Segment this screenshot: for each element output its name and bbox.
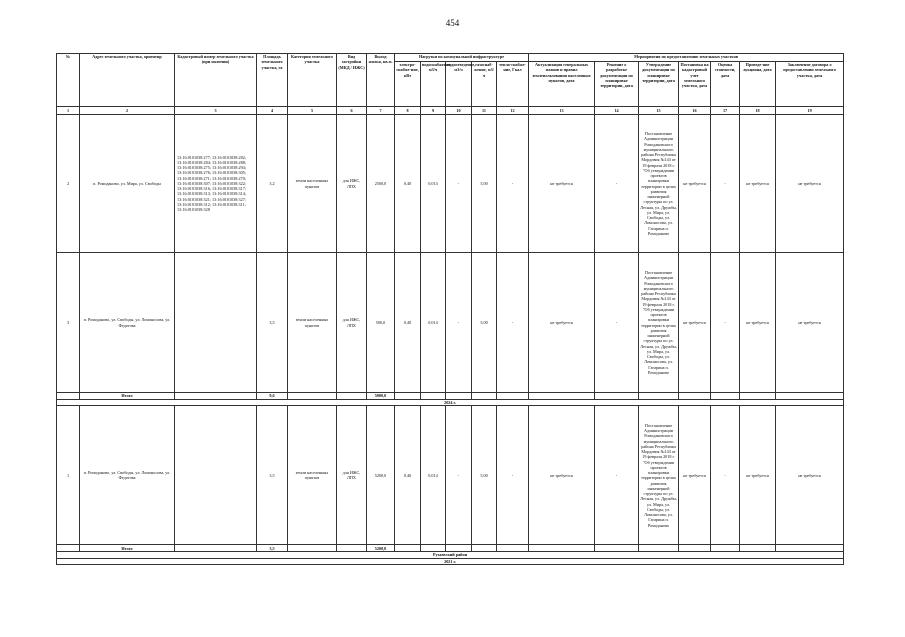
housing-cell: 2500,0: [367, 115, 395, 253]
decision-cell: -: [595, 253, 639, 393]
valuation-cell: -: [711, 115, 740, 253]
water-cell: 0,014: [421, 115, 446, 253]
col-header-15: Утверждение документации по планировке территории, дата: [639, 62, 679, 107]
total-housing: 5000,0: [367, 393, 395, 400]
col-header-19: Заключение договора о предоставлении земельного участка, дата: [776, 62, 844, 107]
auction-cell: не требуется: [740, 115, 776, 253]
col-number: 2: [80, 107, 175, 115]
area-cell: 3,5: [257, 406, 288, 545]
col-number: 17: [711, 107, 740, 115]
page-number: 454: [445, 18, 460, 28]
contract-cell: не требуется: [776, 253, 844, 393]
cadastral-cell: 13:16:0101038:277; 13:16:0101038:282; 13:16:0101038:284; 13:16:0101038:288; 13:16:0101038:275; 13:16:0101038:294; 13:16:0101038:276; 13:16:0101038:305; 13:16:0101038:271; 13:16:0101038:270; 13:16:0101038:307; 13:16:0101038:322; 13:16:0101038:316; 13:16:0101038:317; 13:16:0101038:313; 13:16:0101038:314; 13:16:0101038:321; 13:16:0101038:327; 13:16:0101038:312; 13:16:0101038:311; 13:16:0101038:328: [175, 115, 257, 253]
row-number: 1: [57, 406, 80, 545]
type-cell: для ИЖС, ЛПХ: [337, 406, 367, 545]
gas-cell: 5,00: [472, 406, 497, 545]
total-area: 3,5: [257, 545, 288, 552]
col-header-10: водоотведение, м3/ч: [446, 62, 472, 107]
total-housing: 5200,0: [367, 545, 395, 552]
col-number: 5: [288, 107, 337, 115]
col-header-16: Постановка на кадастровый учет земельного участка, дата: [679, 62, 711, 107]
approval-cell: Постановление Администрации Ромодановского муниципального района Республики Мордовия №143 от 19 февраля 2018 г. "Об утверждении проектов планировки территории в целях развития инженерной структуры по ул. Лесная, ул. Дружбы, ул. Мира, ул. Свободы, ул. Ломоносова, ул. Гагарина п. Ромоданово: [639, 115, 679, 253]
col-header-1: №: [57, 54, 80, 107]
cadastral-cell: [175, 253, 257, 393]
type-cell: для ИЖС, ЛПХ: [337, 253, 367, 393]
decision-cell: -: [595, 406, 639, 545]
heat-cell: -: [497, 253, 529, 393]
address-cell: п. Ромоданово, ул. Свободы, ул. Ломоносова, ул. Федотова: [80, 253, 175, 393]
auction-cell: не требуется: [740, 253, 776, 393]
cadastre-cell: не требуется: [679, 253, 711, 393]
approval-cell: Постановление Администрации Ромодановского муниципального района Республики Мордовия №143 от 19 февраля 2018 г. "Об утверждении проектов планировки территории в целях развития инженерной структуры по ул. Лесная, ул. Дружбы, ул. Мира, ул. Свободы, ул. Ломоносова, ул. Гагарина п. Ромоданово: [639, 406, 679, 545]
address-cell: п. Ромоданово, ул. Свободы, ул. Ломоносова, ул. Федотова: [80, 406, 175, 545]
gas-cell: 5,00: [472, 253, 497, 393]
table-row: [57, 406, 844, 545]
col-number: 12: [497, 107, 529, 115]
col-header-4: Площадь земельного участка, га: [257, 54, 288, 107]
water-cell: 0,014: [421, 406, 446, 545]
sewer-cell: -: [446, 406, 472, 545]
col-header-7: Выход жилья, кв.м.: [367, 54, 395, 107]
cadastral-cell: [175, 406, 257, 545]
decision-cell: -: [595, 115, 639, 253]
group-header-load: Нагрузки по коммунальной инфраструктуре: [395, 54, 529, 62]
col-number: 10: [446, 107, 472, 115]
sewer-cell: -: [446, 253, 472, 393]
total-row: [57, 545, 844, 552]
col-number: 16: [679, 107, 711, 115]
category-cell: земли населенных пунктов: [288, 253, 337, 393]
col-header-9: водоснабжение, м3/ч: [421, 62, 446, 107]
contract-cell: не требуется: [776, 115, 844, 253]
col-number: 8: [395, 107, 421, 115]
header-row-1: [57, 54, 844, 62]
land-plots-table: [56, 53, 844, 565]
col-header-18: Проведе-ние аукциона, дата: [740, 62, 776, 107]
col-number: 15: [639, 107, 679, 115]
year-2024-label: 2024 г.: [57, 400, 844, 406]
row-number: 3: [57, 253, 80, 393]
genplan-cell: не требуется: [529, 406, 595, 545]
type-cell: для ИЖС, ЛПХ: [337, 115, 367, 253]
col-number: 6: [337, 107, 367, 115]
cadastre-cell: не требуется: [679, 406, 711, 545]
approval-cell: Постановление Администрации Ромодановского муниципального района Республики Мордовия №143 от 19 февраля 2018 г. "Об утверждении проектов планировки территории в целях развития инженерной структуры по ул. Лесная, ул. Дружбы, ул. Мира, ул. Свободы, ул. Ломоносова, ул. Гагарина п. Ромоданово: [639, 253, 679, 393]
gas-cell: 5,00: [472, 115, 497, 253]
heat-cell: -: [497, 406, 529, 545]
group-header-measures: Мероприятия по предоставлению земельных участков: [529, 54, 844, 62]
col-header-5: Категория земельного участка: [288, 54, 337, 107]
auction-cell: не требуется: [740, 406, 776, 545]
col-number: 19: [776, 107, 844, 115]
total-area: 9,6: [257, 393, 288, 400]
contract-cell: не требуется: [776, 406, 844, 545]
col-number: 13: [529, 107, 595, 115]
year-section-row: [57, 558, 844, 564]
housing-cell: 500,0: [367, 253, 395, 393]
area-cell: 3,5: [257, 253, 288, 393]
district-label: Рузаевский район: [57, 552, 844, 558]
electricity-cell: 0,40: [395, 406, 421, 545]
col-number: 1: [57, 107, 80, 115]
category-cell: земли населенных пунктов: [288, 115, 337, 253]
electricity-cell: 0,40: [395, 115, 421, 253]
col-header-3: Кадастровый номер земельного участка (при наличии): [175, 54, 257, 107]
genplan-cell: не требуется: [529, 253, 595, 393]
col-number: 11: [472, 107, 497, 115]
electricity-cell: 0,40: [395, 253, 421, 393]
category-cell: земли населенных пунктов: [288, 406, 337, 545]
col-header-14: Решение о разработке документации по планировке территории, дата: [595, 62, 639, 107]
total-row: [57, 393, 844, 400]
sewer-cell: -: [446, 115, 472, 253]
genplan-cell: не требуется: [529, 115, 595, 253]
table-row: [57, 115, 844, 253]
cadastre-cell: не требуется: [679, 115, 711, 253]
heat-cell: -: [497, 115, 529, 253]
col-header-17: Оценка стоимости, дата: [711, 62, 740, 107]
total-label: Итого: [80, 545, 175, 552]
col-header-11: газоснаб-жение, м3/ч: [472, 62, 497, 107]
col-header-6: Вид застройки (МКД / ИЖС): [337, 54, 367, 107]
row-number: 2: [57, 115, 80, 253]
col-header-13: Актуализация генеральных планов и правил землепользования населенных пунктов, дата: [529, 62, 595, 107]
table-row: [57, 253, 844, 393]
year-2021-label: 2021 г.: [57, 558, 844, 564]
water-cell: 0,014: [421, 253, 446, 393]
col-header-8: электро-снабже-ние, кВт: [395, 62, 421, 107]
column-numbers-row: [57, 107, 844, 115]
col-header-2: Адрес земельного участка, ориентир: [80, 54, 175, 107]
col-number: 9: [421, 107, 446, 115]
col-number: 14: [595, 107, 639, 115]
address-cell: п. Ромоданово, ул. Мира, ул. Свободы: [80, 115, 175, 253]
col-number: 7: [367, 107, 395, 115]
area-cell: 3,2: [257, 115, 288, 253]
col-number: 18: [740, 107, 776, 115]
housing-cell: 5200,0: [367, 406, 395, 545]
total-label: Итого: [80, 393, 175, 400]
valuation-cell: -: [711, 253, 740, 393]
col-number: 4: [257, 107, 288, 115]
col-number: 3: [175, 107, 257, 115]
valuation-cell: -: [711, 406, 740, 545]
col-header-12: тепло-снабже-ние, Гкал: [497, 62, 529, 107]
